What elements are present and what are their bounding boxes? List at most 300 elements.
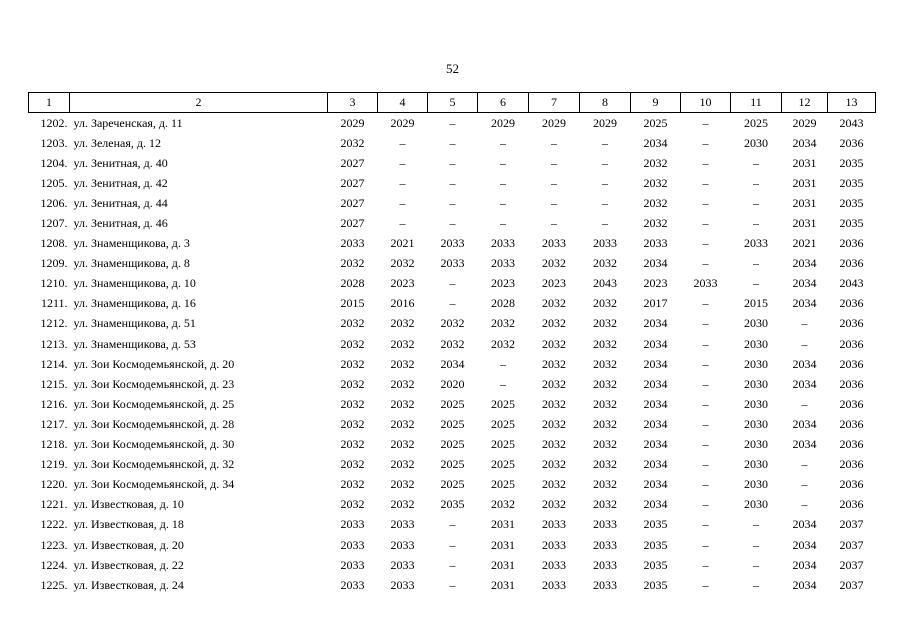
year-cell: 2036 [839,477,864,492]
year-cell: 2033 [542,517,566,532]
year-cell: – [500,376,506,391]
address-cell: ул. Известковая, д. 24 [73,577,184,592]
address-cell: ул. Известковая, д. 20 [73,537,184,552]
year-cell: 2028 [340,276,365,291]
year-cell: – [399,135,406,150]
year-cell: 2021 [792,236,817,251]
year-cell: 2021 [390,236,415,251]
year-cell: 2034 [792,356,817,371]
row-number: 1213. [40,336,68,351]
year-cell: 2032 [542,457,566,472]
year-cell: 2036 [839,376,864,391]
year-cell: 2032 [542,416,566,431]
year-cell: 2032 [340,135,365,150]
table-body [29,113,876,596]
year-cell: – [702,517,709,532]
year-cell: 2031 [792,216,817,231]
year-cell: 2025 [491,477,515,492]
year-cell: 2033 [390,557,415,572]
year-cell: 2036 [839,336,864,351]
year-cell: 2034 [643,497,668,512]
address-cell: ул. Знаменщикова, д. 51 [73,316,196,331]
year-cell: 2031 [491,577,515,592]
year-cell: – [551,155,557,170]
year-cell: – [602,195,608,210]
year-cell: – [449,175,456,190]
year-cell: 2033 [744,236,768,251]
year-cell: – [801,336,808,351]
year-cell: 2032 [390,376,415,391]
table-row [29,555,876,575]
year-cell: 2032 [593,296,617,311]
year-cell: 2033 [340,557,365,572]
year-cell: 2032 [593,477,617,492]
address-cell: ул. Зенитная, д. 42 [73,175,168,190]
year-cell: 2035 [839,216,864,231]
address-cell: ул. Известковая, д. 10 [73,497,184,512]
year-cell: 2032 [593,356,617,371]
year-cell: 2036 [839,296,864,311]
year-cell: 2032 [390,457,415,472]
year-cell: – [702,497,709,512]
year-cell: 2033 [440,236,465,251]
year-cell: – [702,236,709,251]
address-cell: ул. Зои Космодемьянской, д. 34 [73,477,235,492]
year-cell: 2037 [839,517,864,532]
year-cell: – [449,276,456,291]
table-row [29,475,876,495]
year-cell: 2032 [643,195,668,210]
year-cell: – [702,195,709,210]
year-cell: 2032 [542,396,566,411]
year-cell: 2032 [593,396,617,411]
row-number: 1202. [40,115,68,130]
year-cell: 2032 [340,477,365,492]
row-number: 1203. [40,135,68,150]
year-cell: – [702,115,709,130]
year-cell: 2033 [593,236,617,251]
column-header-8: 8 [580,93,631,113]
table-row [29,515,876,535]
row-number: 1219. [40,457,68,472]
year-cell: – [449,517,456,532]
year-cell: 2033 [643,236,668,251]
year-cell: 2036 [839,236,864,251]
year-cell: – [500,155,506,170]
year-cell: 2032 [340,396,365,411]
table-row [29,234,876,254]
address-cell: ул. Зенитная, д. 40 [73,155,168,170]
year-cell: 2032 [390,396,415,411]
year-cell: 2023 [542,276,566,291]
year-cell: 2037 [839,537,864,552]
year-cell: 2033 [593,577,617,592]
year-cell: 2032 [390,316,415,331]
address-cell: ул. Знаменщикова, д. 8 [73,256,190,271]
column-header-1: 1 [29,93,70,113]
year-cell: 2033 [593,557,617,572]
year-cell: 2034 [792,276,817,291]
year-cell: – [702,376,709,391]
year-cell: 2034 [792,557,817,572]
year-cell: 2032 [340,336,365,351]
year-cell: 2036 [839,356,864,371]
year-cell: 2034 [643,376,668,391]
year-cell: 2031 [792,195,817,210]
year-cell: 2030 [744,376,768,391]
year-cell: 2031 [491,537,515,552]
address-cell: ул. Знаменщикова, д. 10 [73,276,196,291]
year-cell: 2033 [390,577,415,592]
year-cell: 2034 [792,437,817,452]
year-cell: 2032 [390,336,415,351]
year-cell: – [449,195,456,210]
year-cell: 2032 [643,216,668,231]
year-cell: 2030 [744,396,768,411]
year-cell: – [449,135,456,150]
year-cell: 2032 [593,256,617,271]
year-cell: 2027 [340,175,365,190]
year-cell: 2030 [744,316,768,331]
year-cell: – [753,577,759,592]
year-cell: – [399,175,406,190]
table-row [29,455,876,475]
year-cell: – [801,396,808,411]
year-cell: – [449,577,456,592]
address-cell: ул. Известковая, д. 18 [73,517,184,532]
year-cell: 2032 [542,256,566,271]
year-cell: – [449,115,456,130]
year-cell: – [702,316,709,331]
year-cell: 2027 [340,216,365,231]
year-cell: 2036 [839,416,864,431]
year-cell: – [702,216,709,231]
year-cell: 2036 [839,135,864,150]
year-cell: 2032 [593,497,617,512]
year-cell: 2043 [839,115,864,130]
year-cell: 2029 [340,115,365,130]
year-cell: 2029 [390,115,415,130]
year-cell: – [551,216,557,231]
year-cell: 2034 [643,477,668,492]
year-cell: 2034 [792,256,817,271]
year-cell: 2033 [542,236,566,251]
year-cell: 2035 [839,155,864,170]
year-cell: 2029 [542,115,566,130]
column-header-3: 3 [328,93,378,113]
table-row [29,575,876,595]
row-number: 1214. [40,356,68,371]
year-cell: 2030 [744,437,768,452]
year-cell: – [449,296,456,311]
year-cell: 2032 [390,416,415,431]
row-number: 1211. [40,296,68,311]
table-row [29,495,876,515]
address-cell: ул. Зои Космодемьянской, д. 28 [73,416,235,431]
year-cell: – [702,437,709,452]
table-row [29,274,876,294]
table-row [29,153,876,173]
year-cell: 2028 [491,296,515,311]
repair-schedule-table [28,92,876,595]
year-cell: 2034 [792,135,817,150]
year-cell: – [801,477,808,492]
year-cell: 2033 [340,537,365,552]
year-cell: 2032 [340,316,365,331]
header-row [29,93,876,113]
year-cell: 2036 [839,457,864,472]
year-cell: 2034 [643,457,668,472]
year-cell: – [702,356,709,371]
year-cell: 2016 [390,296,415,311]
column-header-6: 6 [478,93,529,113]
year-cell: – [753,276,759,291]
year-cell: 2025 [491,457,515,472]
year-cell: – [753,537,759,552]
year-cell: – [602,175,608,190]
year-cell: 2032 [340,376,365,391]
year-cell: 2030 [744,356,768,371]
row-number: 1217. [40,416,68,431]
year-cell: 2029 [792,115,817,130]
year-cell: 2023 [390,276,415,291]
year-cell: 2033 [440,256,465,271]
year-cell: 2032 [440,336,465,351]
year-cell: 2034 [792,416,817,431]
year-cell: 2030 [744,497,768,512]
year-cell: – [500,356,506,371]
year-cell: 2030 [744,416,768,431]
year-cell: 2032 [542,316,566,331]
row-number: 1218. [40,437,68,452]
year-cell: 2032 [340,256,365,271]
year-cell: – [702,135,709,150]
table-row [29,254,876,274]
year-cell: 2031 [491,517,515,532]
column-header-7: 7 [529,93,580,113]
year-cell: 2025 [643,115,668,130]
column-header-2: 2 [70,93,328,113]
table-row [29,193,876,213]
column-header-9: 9 [631,93,681,113]
table-row [29,435,876,455]
year-cell: – [702,336,709,351]
year-cell: – [702,175,709,190]
year-cell: 2033 [390,537,415,552]
year-cell: 2032 [542,296,566,311]
year-cell: 2025 [491,396,515,411]
year-cell: 2043 [839,276,864,291]
year-cell: 2032 [593,376,617,391]
year-cell: – [801,457,808,472]
year-cell: 2033 [593,517,617,532]
year-cell: 2032 [593,416,617,431]
year-cell: 2032 [542,497,566,512]
address-cell: ул. Зареченская, д. 11 [73,115,183,130]
column-header-11: 11 [731,93,782,113]
year-cell: 2034 [792,296,817,311]
year-cell: 2043 [593,276,617,291]
year-cell: – [753,517,759,532]
year-cell: – [449,155,456,170]
row-number: 1210. [40,276,68,291]
year-cell: – [399,216,406,231]
column-header-4: 4 [378,93,428,113]
year-cell: 2025 [440,416,465,431]
year-cell: 2030 [744,336,768,351]
year-cell: 2023 [491,276,515,291]
year-cell: – [702,256,709,271]
year-cell: 2035 [643,537,668,552]
address-cell: ул. Зенитная, д. 46 [73,216,168,231]
year-cell: – [753,175,759,190]
year-cell: 2027 [340,195,365,210]
year-cell: 2035 [643,577,668,592]
year-cell: 2034 [440,356,465,371]
year-cell: – [702,416,709,431]
year-cell: 2034 [792,376,817,391]
year-cell: – [399,155,406,170]
address-cell: ул. Зои Космодемьянской, д. 30 [73,437,235,452]
year-cell: – [753,155,759,170]
address-cell: ул. Знаменщикова, д. 53 [73,336,196,351]
row-number: 1208. [40,236,68,251]
year-cell: 2036 [839,316,864,331]
year-cell: 2032 [593,457,617,472]
year-cell: – [753,256,759,271]
year-cell: 2035 [643,557,668,572]
year-cell: 2032 [390,256,415,271]
year-cell: 2035 [839,175,864,190]
year-cell: 2034 [643,336,668,351]
row-number: 1216. [40,396,68,411]
year-cell: 2027 [340,155,365,170]
year-cell: 2025 [440,396,465,411]
year-cell: 2034 [643,356,668,371]
year-cell: – [702,155,709,170]
year-cell: 2029 [491,115,515,130]
year-cell: 2034 [643,416,668,431]
table-row [29,294,876,314]
year-cell: 2033 [340,517,365,532]
year-cell: 2034 [792,537,817,552]
year-cell: 2025 [440,477,465,492]
column-header-12: 12 [782,93,828,113]
year-cell: 2032 [440,316,465,331]
year-cell: – [753,195,759,210]
year-cell: 2020 [440,376,465,391]
year-cell: 2032 [491,497,515,512]
year-cell: 2032 [542,376,566,391]
year-cell: – [449,216,456,231]
year-cell: – [449,557,456,572]
address-cell: ул. Известковая, д. 22 [73,557,184,572]
address-cell: ул. Знаменщикова, д. 3 [73,236,190,251]
year-cell: 2017 [643,296,668,311]
year-cell: 2036 [839,437,864,452]
year-cell: 2015 [744,296,768,311]
year-cell: 2029 [593,115,617,130]
column-header-10: 10 [681,93,731,113]
year-cell: 2025 [440,437,465,452]
year-cell: – [551,175,557,190]
year-cell: 2033 [542,537,566,552]
year-cell: 2033 [340,236,365,251]
year-cell: 2035 [440,497,465,512]
year-cell: 2032 [542,336,566,351]
row-number: 1220. [40,477,68,492]
year-cell: 2033 [593,537,617,552]
year-cell: 2033 [542,577,566,592]
year-cell: 2032 [593,437,617,452]
table-row [29,133,876,153]
year-cell: 2034 [643,256,668,271]
year-cell: 2036 [839,396,864,411]
year-cell: 2030 [744,477,768,492]
year-cell: 2034 [643,316,668,331]
year-cell: 2032 [340,437,365,452]
year-cell: – [500,216,506,231]
year-cell: 2032 [643,155,668,170]
row-number: 1206. [40,195,68,210]
year-cell: – [449,537,456,552]
column-header-13: 13 [828,93,876,113]
address-cell: ул. Зенитная, д. 44 [73,195,168,210]
year-cell: 2025 [491,416,515,431]
year-cell: – [702,457,709,472]
year-cell: 2032 [340,416,365,431]
year-cell: – [702,396,709,411]
year-cell: 2031 [792,175,817,190]
year-cell: 2033 [390,517,415,532]
row-number: 1222. [40,517,68,532]
year-cell: – [500,135,506,150]
table-row [29,213,876,233]
year-cell: 2035 [839,195,864,210]
year-cell: 2032 [593,316,617,331]
address-cell: ул. Зои Космодемьянской, д. 20 [73,356,235,371]
year-cell: 2034 [643,437,668,452]
year-cell: – [801,316,808,331]
year-cell: 2037 [839,577,864,592]
year-cell: 2015 [340,296,365,311]
year-cell: 2023 [643,276,668,291]
table-row [29,173,876,193]
row-number: 1207. [40,216,68,231]
address-cell: ул. Зеленая, д. 12 [73,135,161,150]
year-cell: – [551,135,557,150]
address-cell: ул. Знаменщикова, д. 16 [73,296,196,311]
table-row [29,394,876,414]
year-cell: 2025 [491,437,515,452]
year-cell: – [801,497,808,512]
table-row [29,113,876,134]
year-cell: – [702,537,709,552]
year-cell: – [399,195,406,210]
page-number: 52 [446,61,459,76]
year-cell: – [702,577,709,592]
year-cell: 2030 [744,457,768,472]
row-number: 1215. [40,376,68,391]
year-cell: 2032 [340,497,365,512]
table-row [29,374,876,394]
year-cell: 2030 [744,135,768,150]
year-cell: – [551,195,557,210]
year-cell: 2032 [390,356,415,371]
table-row [29,354,876,374]
year-cell: – [753,216,759,231]
address-cell: ул. Зои Космодемьянской, д. 25 [73,396,235,411]
